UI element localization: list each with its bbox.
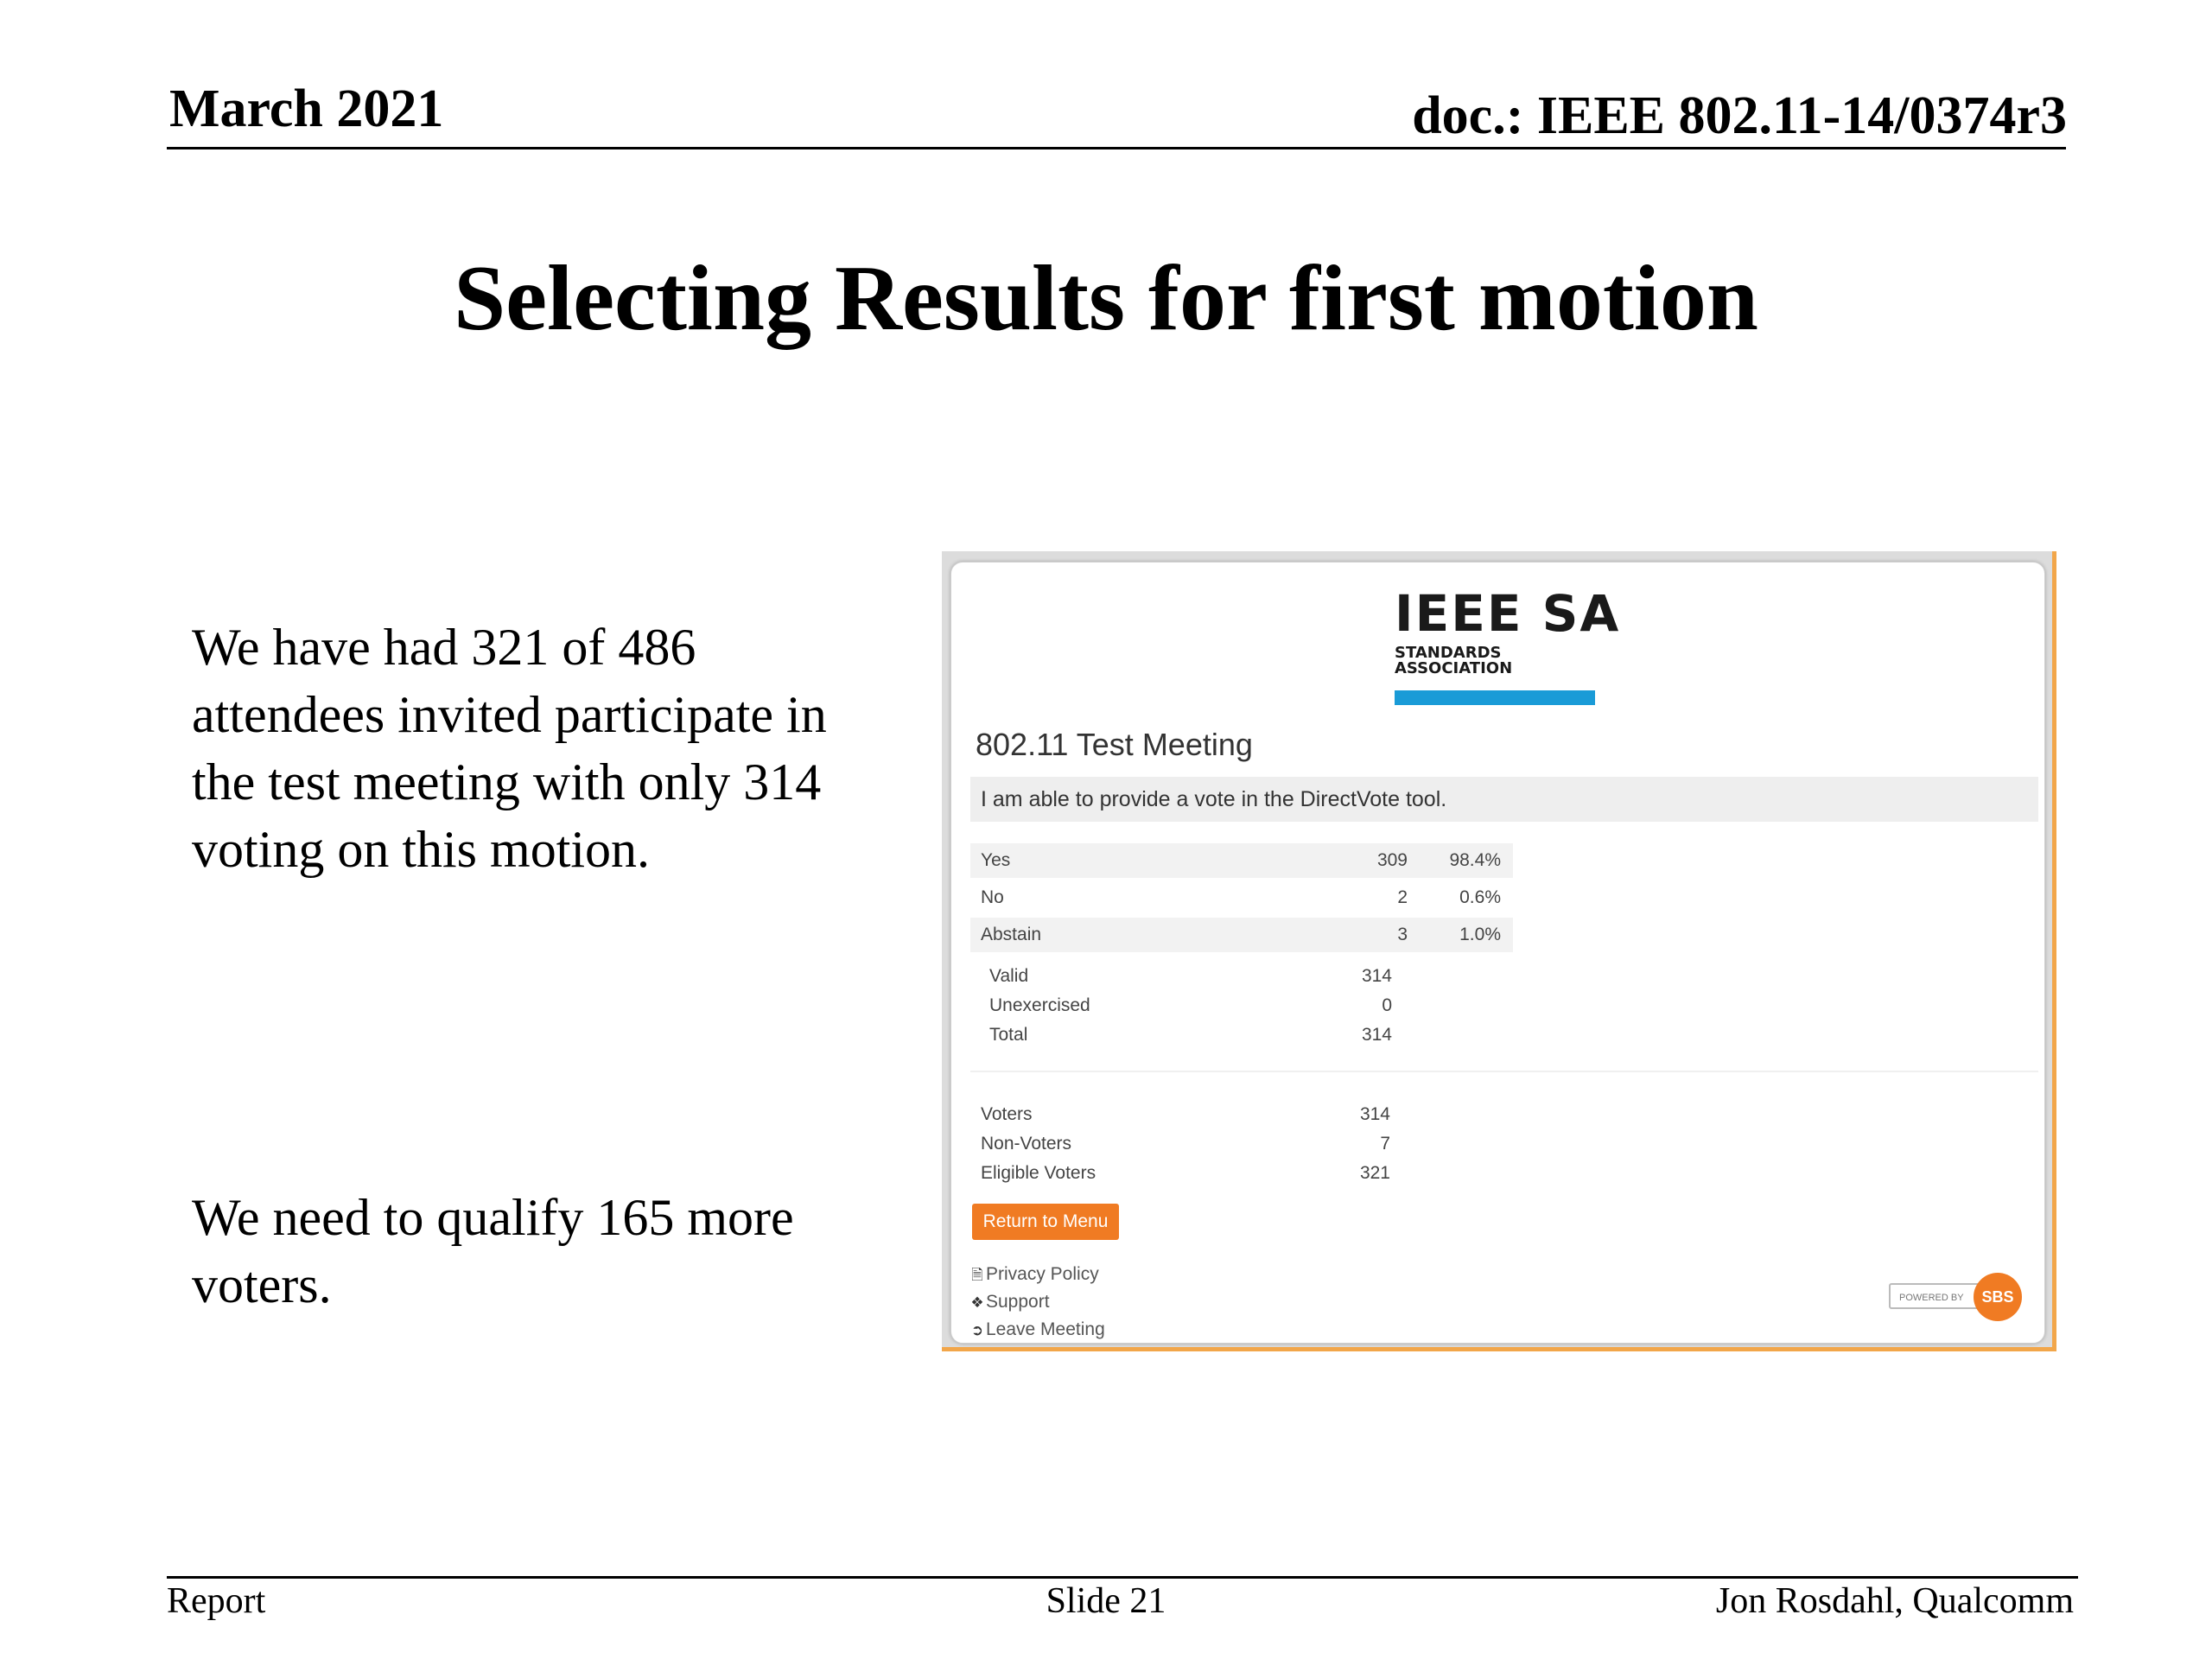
meeting-title: 802.11 Test Meeting [976,727,1253,762]
leave-meeting-link[interactable] [969,1319,1105,1341]
voters-value: 314 [1359,1104,1390,1124]
info-icon: ❖ [970,1294,984,1311]
results-panel [950,562,2045,1344]
sbs-logo: SBS [1974,1273,2022,1321]
support-link[interactable] [969,1292,1050,1313]
return-to-menu-button[interactable]: Return to Menu [972,1204,1119,1240]
summary-label-total: Total [989,1025,1028,1045]
logo-subtitle-line-2: ASSOCIATION [1395,659,1513,677]
sign-out-icon: ➲ [970,1322,984,1338]
doc-id: doc.: IEEE 802.11-14/0374r3 [1412,86,2067,145]
result-percent: 1.0% [1459,925,1501,944]
link-label: Privacy Policy [986,1264,1099,1284]
result-label: Abstain [981,925,1042,944]
summary-value-unexercised: 0 [1382,995,1392,1015]
logo-subtitle-line-1: STANDARDS [1395,644,1502,662]
summary-value-total: 314 [1361,1025,1392,1045]
result-count: 3 [1397,925,1408,944]
section-divider [970,1071,2038,1072]
eligible-voters-label: Eligible Voters [981,1163,1096,1183]
powered-by-sbs-badge[interactable] [1884,1273,2022,1325]
privacy-policy-link[interactable] [969,1264,1099,1286]
footer-left: Report [167,1581,266,1621]
result-percent: 0.6% [1459,887,1501,907]
document-icon: 🗎 [971,1267,983,1283]
result-percent: 98.4% [1449,850,1501,870]
summary-value-valid: 314 [1361,966,1392,986]
motion-question: I am able to provide a vote in the DirectVote tool. [970,777,2038,822]
non-voters-value: 7 [1380,1134,1390,1154]
summary-label-valid: Valid [989,966,1029,986]
result-count: 309 [1376,850,1408,870]
result-count: 2 [1397,887,1408,907]
logo-subtitle [1395,645,1620,677]
result-row-abstain [970,918,1513,952]
voters-label: Voters [981,1104,1033,1124]
result-row-no [970,880,1513,915]
non-voters-label: Non-Voters [981,1134,1072,1154]
result-row-yes [970,843,1513,878]
ieee-sa-logo [1395,584,1621,705]
body-paragraph-1: We have had 321 of 486 attendees invited participate in the test meeting with only 314 voting on this motion. [192,619,827,878]
footer-rule [167,1576,2078,1579]
logo-bar [1395,690,1595,705]
slide-number: Slide 21 [1046,1581,1166,1621]
logo-wordmark: IEEE SA [1395,584,1621,643]
slide-date: March 2021 [169,79,444,138]
result-label: Yes [981,850,1011,870]
slide-title: Selecting Results for first motion [454,247,1758,350]
powered-by-label: POWERED BY [1889,1283,1984,1309]
header-rule [167,147,2066,149]
body-paragraph-2: We need to qualify 165 more voters. [192,1189,794,1313]
eligible-voters-value: 321 [1359,1163,1390,1183]
embedded-screenshot [942,551,2056,1351]
link-label: Leave Meeting [986,1319,1105,1339]
summary-label-unexercised: Unexercised [989,995,1090,1015]
result-label: No [981,887,1004,907]
link-label: Support [986,1292,1050,1312]
footer-author: Jon Rosdahl, Qualcomm [1715,1581,2074,1621]
